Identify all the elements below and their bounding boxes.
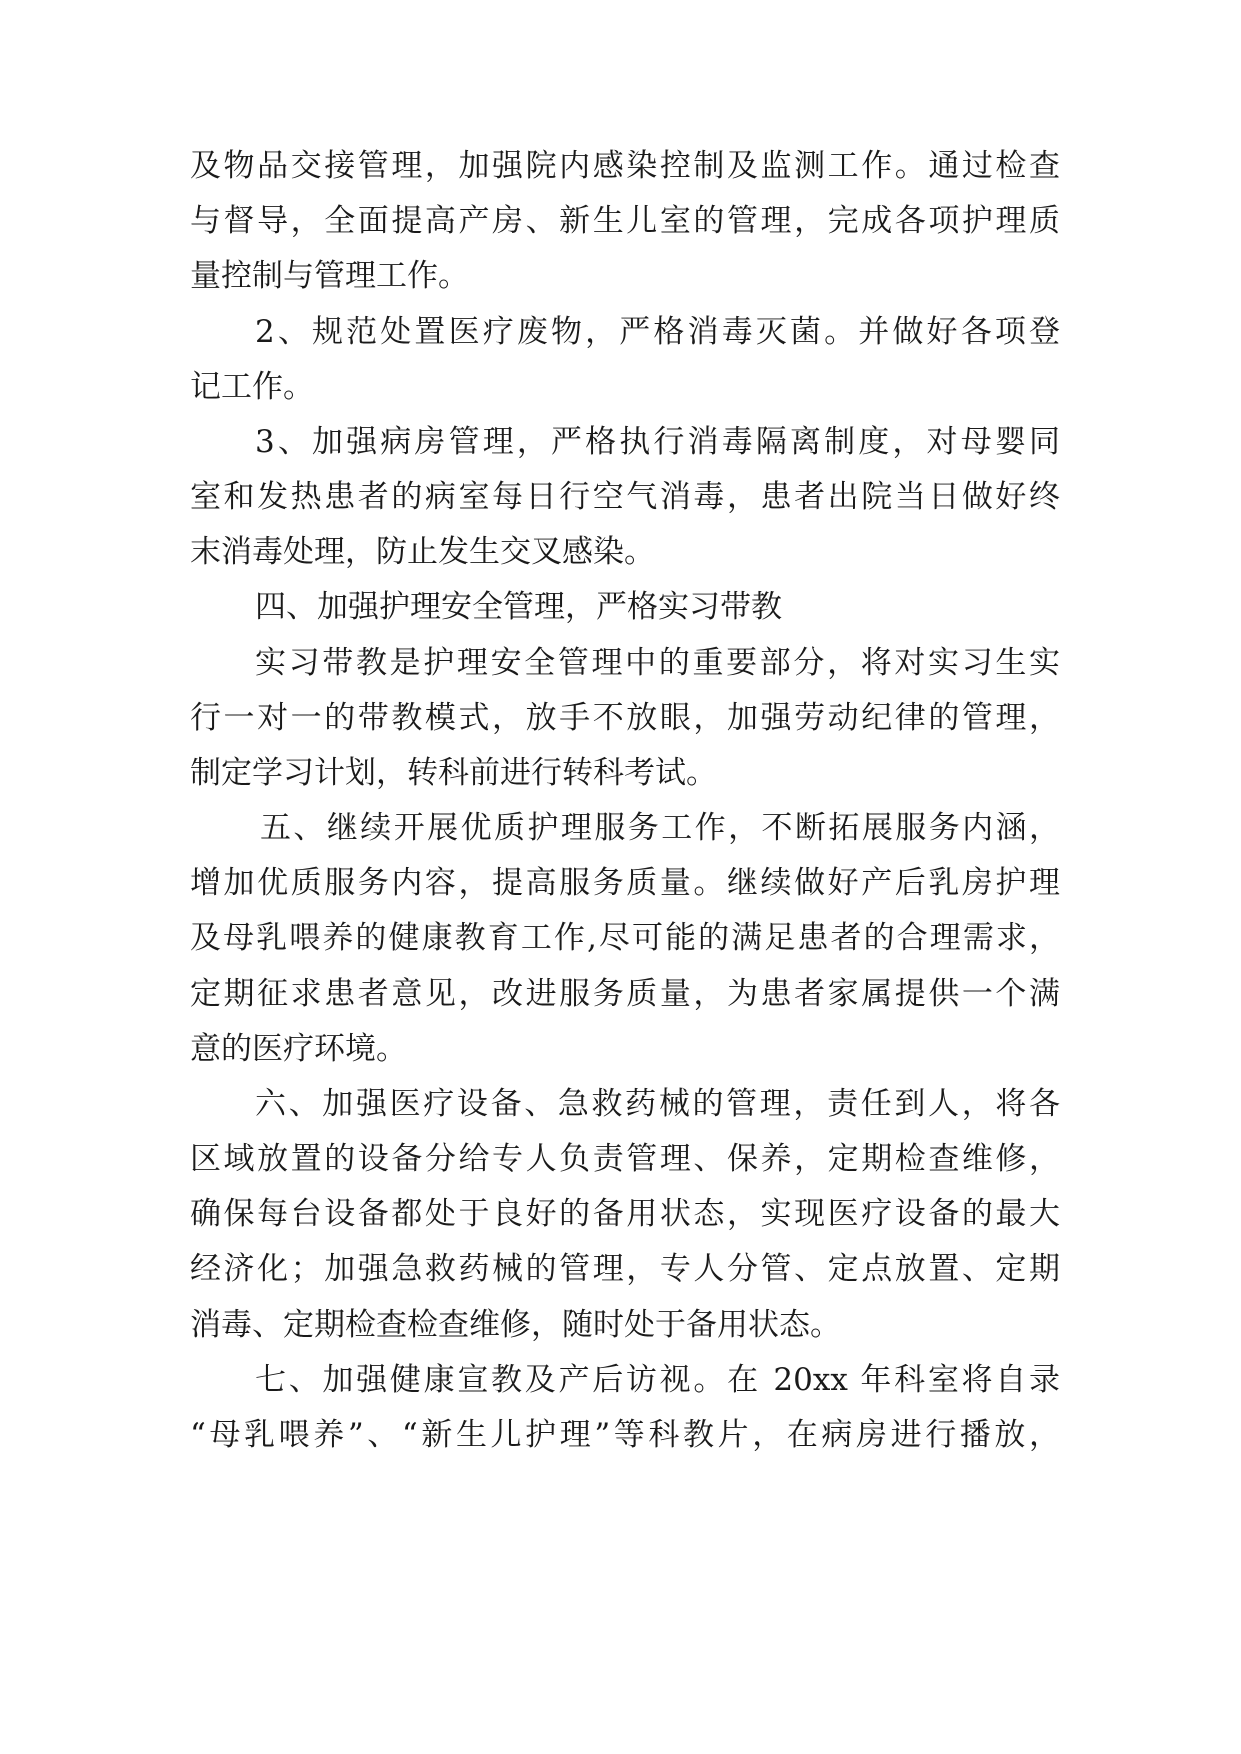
text-line: 意的医疗环境。 xyxy=(190,1031,407,1067)
text-line: 实习带教是护理安全管理中的重要部分，将对实习生实 xyxy=(255,645,1060,681)
text-line: 末消毒处理，防止发生交叉感染。 xyxy=(190,534,655,570)
text-line: 五、继续开展优质护理服务工作，不断拓展服务内涵， xyxy=(260,810,1060,846)
text-line: 定期征求患者意见，改进服务质量，为患者家属提供一个满 xyxy=(190,976,1060,1012)
text-line: 制定学习计划，转科前进行转科考试。 xyxy=(190,755,717,791)
text-line: 增加优质服务内容，提高服务质量。继续做好产后乳房护理 xyxy=(190,865,1060,901)
text-line: 与督导，全面提高产房、新生儿室的管理，完成各项护理质 xyxy=(190,203,1060,239)
text-line: 及物品交接管理，加强院内感染控制及监测工作。通过检查 xyxy=(190,148,1060,184)
text-line: 量控制与管理工作。 xyxy=(190,258,469,294)
text-line: 确保每台设备都处于良好的备用状态，实现医疗设备的最大 xyxy=(190,1196,1060,1232)
text-line: 消毒、定期检查检查维修，随时处于备用状态。 xyxy=(190,1307,841,1343)
section-heading: 四、加强护理安全管理，严格实习带教 xyxy=(255,589,782,625)
text-line: 七、加强健康宣教及产后访视。在 20xx 年科室将自录 xyxy=(255,1362,1060,1398)
text-line: 六、加强医疗设备、急救药械的管理，责任到人，将各 xyxy=(255,1086,1060,1122)
text-line: “母乳喂养”、“新生儿护理”等科教片，在病房进行播放， xyxy=(190,1417,1060,1453)
text-line: 3、加强病房管理，严格执行消毒隔离制度，对母婴同 xyxy=(255,424,1060,460)
text-line: 及母乳喂养的健康教育工作,尽可能的满足患者的合理需求， xyxy=(190,920,1060,956)
text-line: 室和发热患者的病室每日行空气消毒，患者出院当日做好终 xyxy=(190,479,1060,515)
text-line: 行一对一的带教模式，放手不放眼，加强劳动纪律的管理， xyxy=(190,700,1060,736)
text-line: 2、规范处置医疗废物，严格消毒灭菌。并做好各项登 xyxy=(255,314,1060,350)
text-line: 区域放置的设备分给专人负责管理、保养，定期检查维修， xyxy=(190,1141,1060,1177)
text-line: 经济化；加强急救药械的管理，专人分管、定点放置、定期 xyxy=(190,1251,1060,1287)
text-line: 记工作。 xyxy=(190,369,314,405)
